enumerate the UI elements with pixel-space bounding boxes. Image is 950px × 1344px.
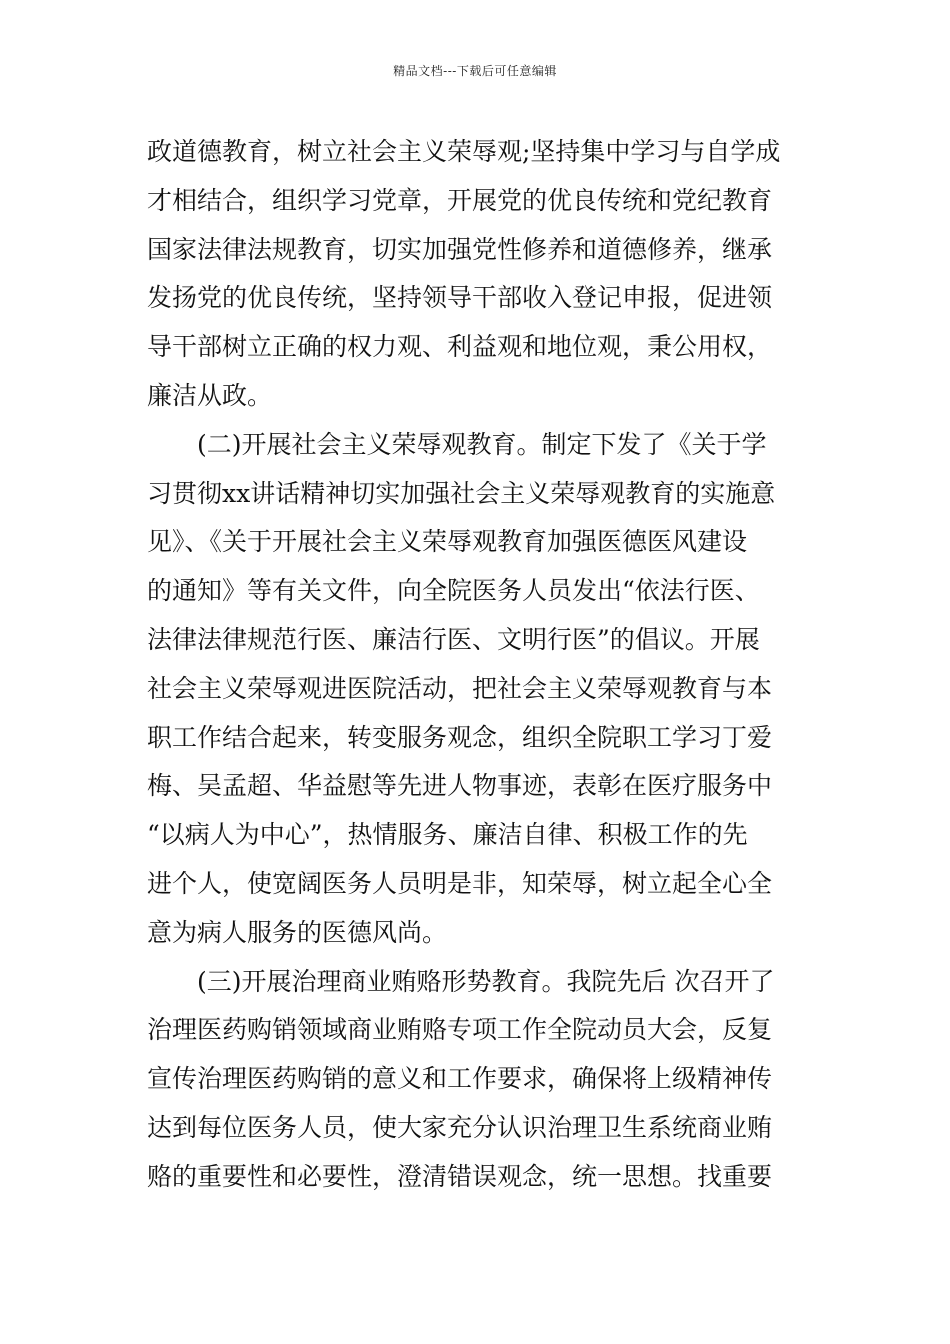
text-line: 发扬党的优良传统，坚持领导干部收入登记申报，促进领 [147,283,773,313]
text-line: 达到每位医务人员，使大家充分认识治理卫生系统商业贿 [147,1112,773,1142]
page-header: 精品文档---下载后可任意编辑 [393,64,557,78]
body-text [147,128,807,1202]
text-line: 见》、《关于开展社会主义荣辱观教育加强医德医风建设 [147,527,748,557]
text-line: 政道德教育，树立社会主义荣辱观;坚持集中学习与自学成 [147,137,781,166]
text-line: 赂的重要性和必要性，澄清错误观念，统一思想。找重要 [147,1161,773,1191]
text-line: 意为病人服务的医德风尚。 [147,917,448,947]
text-line: 导干部树立正确的权力观、利益观和地位观，秉公用权， [147,332,773,362]
text-line: 进个人，使宽阔医务人员明是非，知荣辱，树立起全心全 [147,868,773,898]
text-line: (二)开展社会主义荣辱观教育。制定下发了《关于学 [147,429,767,459]
text-line: 职工作结合起来，转变服务观念，组织全院职工学习丁爱 [147,722,773,752]
text-line: (三)开展治理商业贿赂形势教育。我院先后 次召开了 [147,966,775,996]
text-line: 廉洁从政。 [147,380,273,410]
text-line: 法律法律规范行医、廉洁行医、文明行医”的倡议。开展 [147,624,760,654]
text-line: 习贯彻xx讲话精神切实加强社会主义荣辱观教育的实施意 [147,478,776,508]
text-line: 国家法律法规教育，切实加强党性修养和道德修养，继承 [147,234,773,264]
text-line: 梅、吴孟超、华益慰等先进人物事迹，表彰在医疗服务中 [147,771,773,801]
text-line: 社会主义荣辱观进医院活动，把社会主义荣辱观教育与本 [147,673,773,703]
text-line: “以病人为中心”，热情服务、廉洁自律、积极工作的先 [147,820,748,850]
text-line: 治理医药购销领域商业贿赂专项工作全院动员大会，反复 [147,1015,773,1045]
text-line: 的通知》等有关文件，向全院医务人员发出“依法行医、 [147,576,760,606]
text-line: 才相结合，组织学习党章，开展党的优良传统和党纪教育 [147,185,773,215]
text-line: 宣传治理医药购销的意义和工作要求，确保将上级精神传 [147,1064,773,1094]
